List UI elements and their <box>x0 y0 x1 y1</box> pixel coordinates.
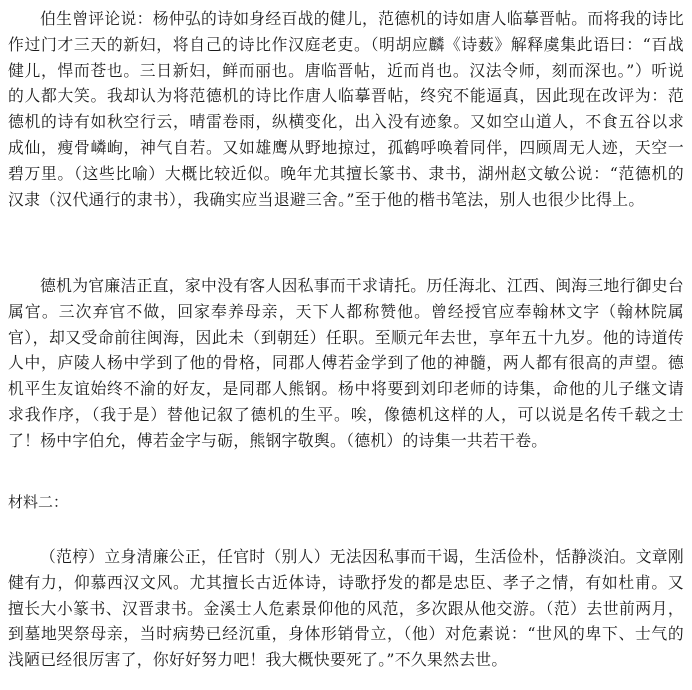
paragraph-1 <box>8 6 684 212</box>
paragraph-2-text: 德机为官廉洁正直，家中没有客人因私事而干求请托。历任海北、江西、闽海三地行御史台属官。三次弃官不做，回家奉养母亲，天下人都称赞他。曾经授官应奉翰林文字（翰林院属官），却又受命前往闽海，因此未（到朝廷）任职。至顺元年去世，享年五十九岁。他的诗道传人中，庐陵人杨中学到了他的骨格，同郡人傅若金学到了他的神髓，两人都有很高的声望。德机平生友谊始终不渝的好友，是同郡人熊钢。杨中将要到刘印老师的诗集，命他的儿子继文请求我作序，（我于是）替他记叙了德机的生平。唉，像德机这样的人，可以说是名传千载之士了！杨中字伯允，傅若金字与砺，熊钢字敬舆。（德机）的诗集一共若干卷。 <box>8 276 684 450</box>
section-heading: 材料二： <box>8 493 69 511</box>
paragraph-1-text: 伯生曾评论说：杨仲弘的诗如身经百战的健儿，范德机的诗如唐人临摹晋帖。而将我的诗比作过门才三天的新妇，将自己的诗比作汉庭老吏。（明胡应麟《诗薮》解释虞集此语曰：“百战健儿，悍而苍也。三日新妇，鲜而丽也。唐临晋帖，近而肖也。汉法令师，刻而深也。”）听说的人都大笑。我却认为将范德机的诗比作唐人临摹晋帖，终究不能逼真，因此现在改评为：范德机的诗有如秋空行云，晴雷卷雨，纵横变化，出入没有迹象。又如空山道人，不食五谷以求成仙，瘦骨嶙峋，神气自若。又如雄鹰从野地掠过，孤鹤呼唤着同伴，四顾周无人迹，天空一碧万里。（这些比喻）大概比较近似。晚年尤其擅长篆书、隶书，湖州赵文敏公说：“范德机的汉隶（汉代通行的隶书），我确实应当退避三舍。”至于他的楷书笔法，别人也很少比得上。 <box>8 9 684 209</box>
paragraph-3-text: （范梈）立身清廉公正，任官时（别人）无法因私事而干谒，生活俭朴，恬静淡泊。文章刚健有力，仰慕西汉文风。尤其擅长古近体诗，诗歌抒发的都是忠臣、孝子之情，有如杜甫。又擅长大小篆书、汉晋隶书。金溪士人危素景仰他的风范，多次跟从他交游。（范）去世前两月，到墓地哭祭母亲，当时病势已经沉重，身体形销骨立，（他）对危素说：“世风的卑下、士气的浅陋已经很厉害了，你好好努力吧！我大概快要死了。”不久果然去世。 <box>8 547 684 670</box>
paragraph-2 <box>8 273 684 454</box>
paragraph-3 <box>8 544 684 673</box>
